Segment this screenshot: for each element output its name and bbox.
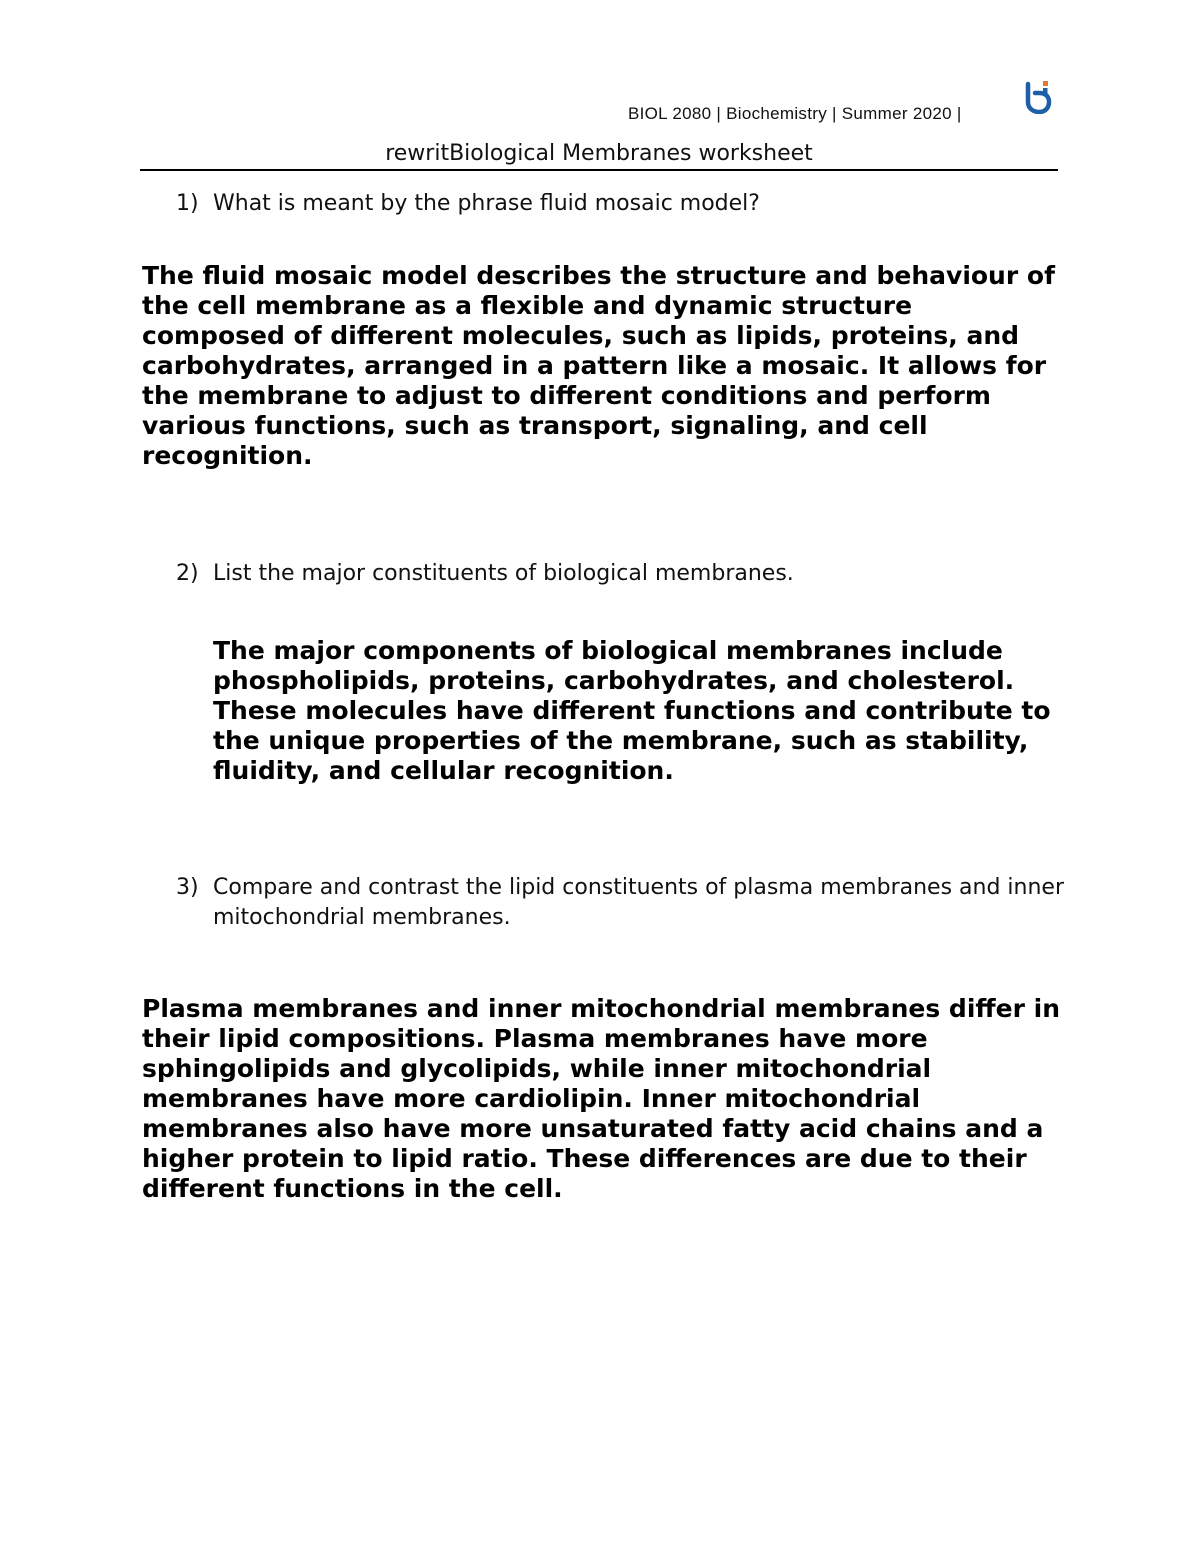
answer-2: The major components of biological membranes include phospholipids, proteins, carbohydrates, and cholesterol. These molecules have different functions and contribute to the unique properties of the membrane, such as stability, fluidity, and cellular recognition. <box>213 636 1051 785</box>
question-number: 2) <box>176 561 199 586</box>
question-text: Compare and contrast the lipid constituents of plasma membranes and inner mitochondrial membranes. <box>213 875 1064 930</box>
answer-3: Plasma membranes and inner mitochondrial membranes differ in their lipid compositions. Plasma membranes have more sphingolipids and glycolipids, while inner mitochondrial membranes have more cardiolipin. Inner mitochondrial membranes also have more unsaturated fatty acid chains and a higher protein to lipid ratio. These differences are due to their different functions in the cell. <box>142 994 1061 1203</box>
question-number: 1) <box>176 191 199 216</box>
question-3 <box>176 873 1066 933</box>
institution-logo-icon <box>1024 78 1052 114</box>
question-number: 3) <box>176 875 199 900</box>
title-divider <box>140 169 1058 171</box>
course-header: BIOL 2080 | Biochemistry | Summer 2020 | <box>628 104 962 123</box>
page-title: rewritBiological Membranes worksheet <box>385 141 813 166</box>
question-1 <box>176 189 1056 219</box>
answer-1: The fluid mosaic model describes the structure and behaviour of the cell membrane as a flexible and dynamic structure composed of different molecules, such as lipids, proteins, and carbohydrates, arranged in a pattern like a mosaic. It allows for the membrane to adjust to different conditions and perform various functions, such as transport, signaling, and cell recognition. <box>142 261 1055 470</box>
question-text: List the major constituents of biological membranes. <box>213 561 794 586</box>
question-text: What is meant by the phrase fluid mosaic model? <box>213 191 760 216</box>
question-2 <box>176 559 1056 589</box>
